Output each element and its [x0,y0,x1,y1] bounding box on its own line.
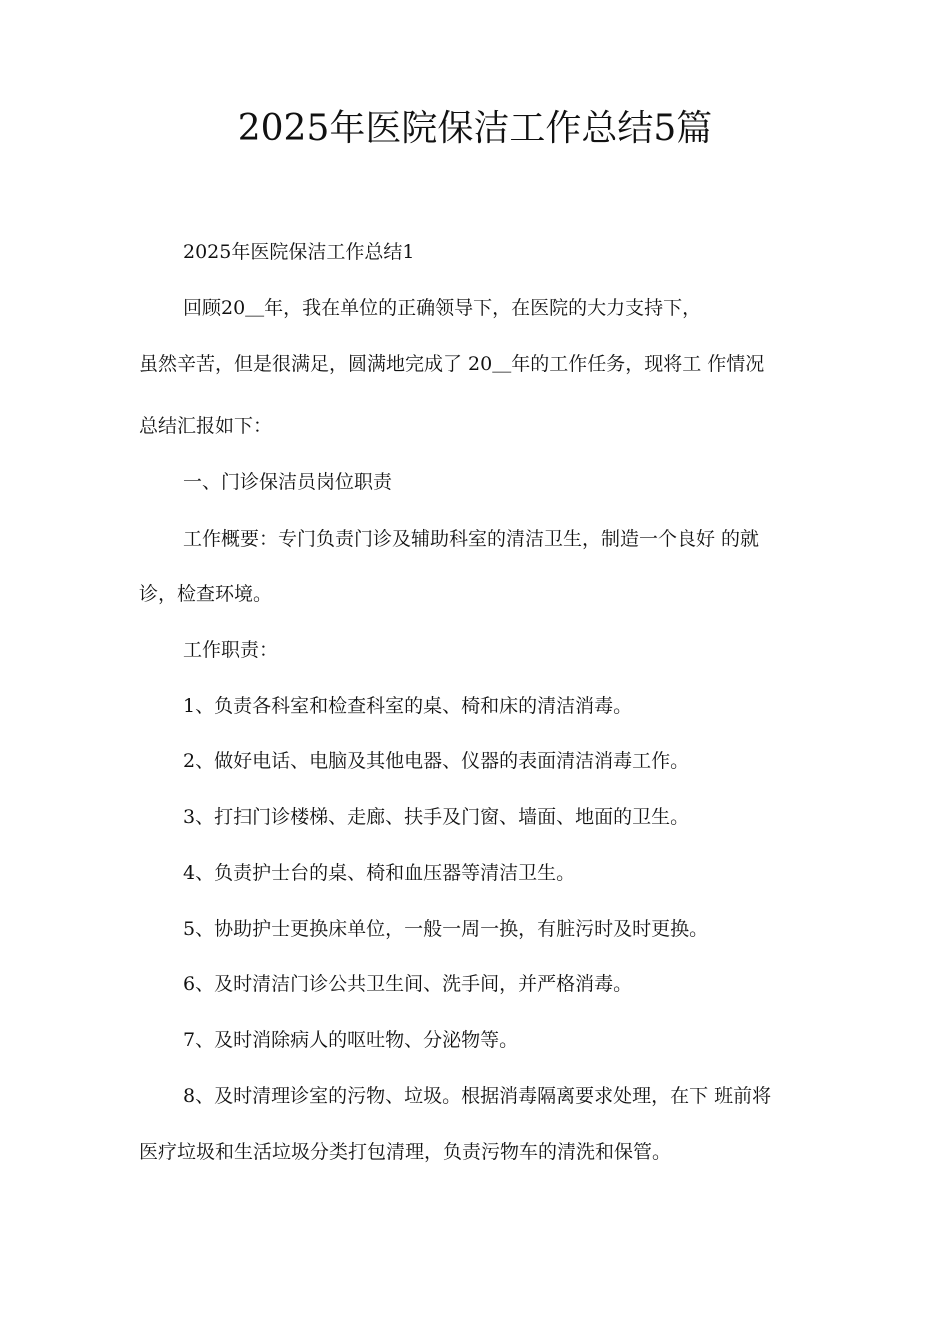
paragraph-line: 回顾20＿年，我在单位的正确领导下，在医院的大力支持下， [183,297,702,319]
list-item: 6、及时清洁门诊公共卫生间、洗手间，并严格消毒。 [183,973,633,995]
paragraph-line: 虽然辛苦，但是很满足，圆满地完成了 20＿年的工作任务，现将工 作情况 [139,353,765,375]
list-item: 4、负责护士台的桌、椅和血压器等清洁卫生。 [183,862,576,884]
list-item: 5、协助护士更换床单位，一般一周一换，有脏污时及时更换。 [183,918,709,940]
list-item: 1、负责各科室和检查科室的桌、椅和床的清洁消毒。 [183,695,633,717]
section-heading: 2025年医院保洁工作总结1 [183,241,415,263]
paragraph-line: 总结汇报如下： [139,415,273,437]
list-item: 7、及时消除病人的呕吐物、分泌物等。 [183,1029,519,1051]
list-item: 8、及时清理诊室的污物、垃圾。根据消毒隔离要求处理，在下 班前将 [183,1085,772,1107]
document-title: 2025年医院保洁工作总结5篇 [237,108,713,149]
paragraph-line: 诊，检查环境。 [139,583,273,605]
list-item: 2、做好电话、电脑及其他电器、仪器的表面清洁消毒工作。 [183,750,690,772]
list-item-continuation: 医疗垃圾和生活垃圾分类打包清理，负责污物车的清洗和保管。 [139,1141,672,1163]
paragraph-line: 工作职责： [183,639,279,661]
list-item: 3、打扫门诊楼梯、走廊、扶手及门窗、墙面、地面的卫生。 [183,806,690,828]
paragraph-line: 工作概要：专门负责门诊及辅助科室的清洁卫生，制造一个良好 的就 [183,528,760,550]
subsection-heading: 一、门诊保洁员岗位职责 [183,471,393,493]
